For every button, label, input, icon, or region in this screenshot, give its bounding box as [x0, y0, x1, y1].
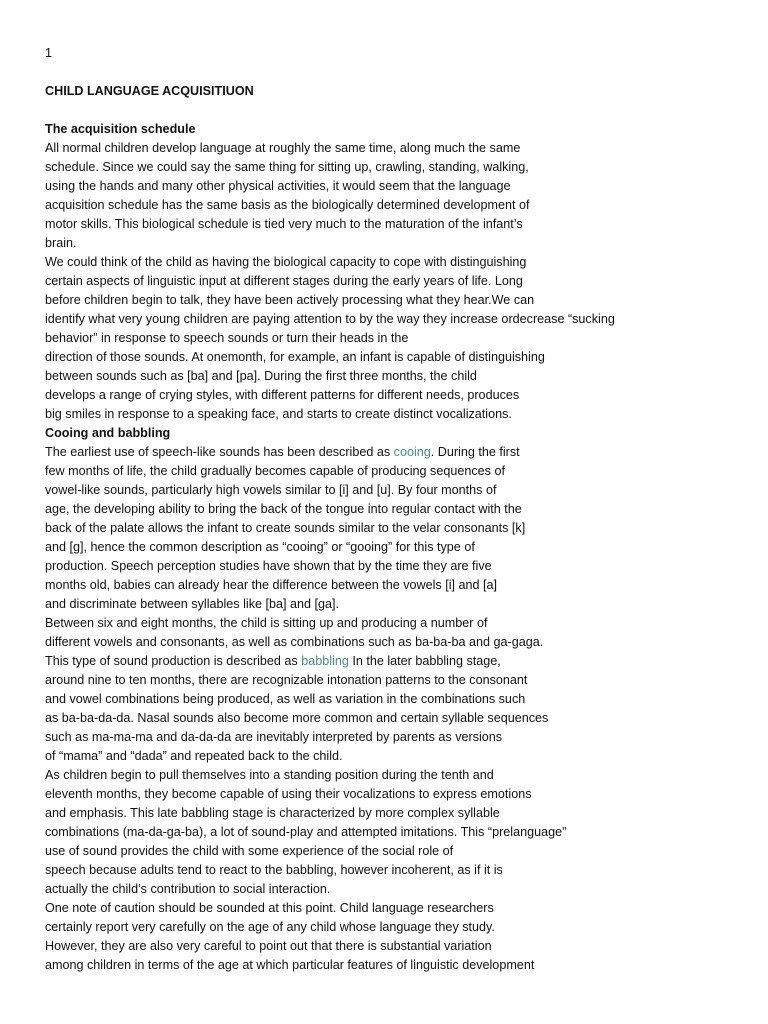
paragraph-line: direction of those sounds. At onemonth, for example, an infant is capable of distinguishing [45, 350, 545, 364]
paragraph-line: certainly report very carefully on the age of any child whose language they study. [45, 920, 495, 934]
paragraph-line: age, the developing ability to bring the back of the tongue into regular contact with the [45, 502, 522, 516]
paragraph-line: eleventh months, they become capable of using their vocalizations to express emotions [45, 787, 532, 801]
paragraph-line: production. Speech perception studies have shown that by the time they are five [45, 559, 492, 573]
paragraph-line: use of sound provides the child with some experience of the social role of [45, 844, 454, 858]
section-body-cooing-part-a [45, 462, 745, 652]
paragraph-line: few months of life, the child gradually becomes capable of producing sequences of [45, 464, 505, 478]
paragraph-line [45, 443, 745, 462]
text-fragment: . During the first [430, 445, 520, 459]
paragraph-line: of “mama” and “dada” and repeated back to the child. [45, 749, 343, 763]
paragraph-line: and emphasis. This late babbling stage is characterized by more complex syllable [45, 806, 500, 820]
document-page [45, 44, 745, 975]
paragraph-line: Between six and eight months, the child is sitting up and producing a number of [45, 616, 488, 630]
paragraph-line: back of the palate allows the infant to create sounds similar to the velar consonants [k] [45, 521, 526, 535]
paragraph-line: different vowels and consonants, as well as combinations such as ba-ba-ba and ga-gaga. [45, 635, 544, 649]
paragraph-line: and discriminate between syllables like [ba] and [ga]. [45, 597, 340, 611]
section-heading-acquisition-schedule: The acquisition schedule [45, 122, 196, 136]
paragraph-line: schedule. Since we could say the same thing for sitting up, crawling, standing, walking, [45, 160, 529, 174]
section-body-acquisition-schedule [45, 139, 745, 424]
paragraph-line: brain. [45, 236, 77, 250]
paragraph-line: One note of caution should be sounded at this point. Child language researchers [45, 901, 494, 915]
paragraph-line: before children begin to talk, they have been actively processing what they hear.We can [45, 293, 535, 307]
paragraph-line: among children in terms of the age at which particular features of linguistic development [45, 958, 535, 972]
paragraph-line: as ba-ba-da-da. Nasal sounds also become more common and certain syllable sequences [45, 711, 549, 725]
paragraph-line: and [g], hence the common description as “cooing” or “gooing” for this type of [45, 540, 475, 554]
paragraph-line: big smiles in response to a speaking face, and starts to create distinct vocalizations. [45, 407, 512, 421]
section-heading-cooing-babbling: Cooing and babbling [45, 426, 171, 440]
paragraph-line: and vowel combinations being produced, as well as variation in the combinations such [45, 692, 526, 706]
paragraph-line: All normal children develop language at roughly the same time, along much the same [45, 141, 521, 155]
paragraph-line: motor skills. This biological schedule is tied very much to the maturation of the infant’s [45, 217, 523, 231]
paragraph-line: behavior” in response to speech sounds or turn their heads in the [45, 331, 409, 345]
text-fragment: This type of sound production is described as [45, 654, 302, 668]
paragraph-line: develops a range of crying styles, with different patterns for different needs, produces [45, 388, 520, 402]
paragraph-line: acquisition schedule has the same basis as the biologically determined development of [45, 198, 530, 212]
document-title: CHILD LANGUAGE ACQUISITIUON [45, 84, 254, 98]
paragraph-line: using the hands and many other physical activities, it would seem that the language [45, 179, 511, 193]
paragraph-line: such as ma-ma-ma and da-da-da are inevitably interpreted by parents as versions [45, 730, 503, 744]
spacer [45, 101, 745, 120]
page-number: 1 [45, 46, 53, 60]
term-cooing: cooing [393, 445, 431, 459]
paragraph-line: vowel-like sounds, particularly high vowels similar to [i] and [u]. By four months of [45, 483, 497, 497]
paragraph-line: combinations (ma-da-ga-ba), a lot of sound-play and attempted imitations. This “prelanguage” [45, 825, 567, 839]
paragraph-line: We could think of the child as having the biological capacity to cope with distinguishing [45, 255, 527, 269]
paragraph-line [45, 652, 745, 671]
paragraph-line: around nine to ten months, there are recognizable intonation patterns to the consonant [45, 673, 528, 687]
text-fragment: The earliest use of speech-like sounds has been described as [45, 445, 394, 459]
paragraph-line: However, they are also very careful to point out that there is substantial variation [45, 939, 492, 953]
paragraph-line: between sounds such as [ba] and [pa]. During the first three months, the child [45, 369, 477, 383]
term-babbling: babbling [301, 654, 349, 668]
paragraph-line: actually the child’s contribution to social interaction. [45, 882, 331, 896]
paragraph-line: speech because adults tend to react to the babbling, however incoherent, as if it is [45, 863, 503, 877]
paragraph-line: months old, babies can already hear the difference between the vowels [i] and [a] [45, 578, 498, 592]
paragraph-line: As children begin to pull themselves into a standing position during the tenth and [45, 768, 494, 782]
paragraph-line: certain aspects of linguistic input at different stages during the early years of life. Long [45, 274, 523, 288]
spacer [45, 63, 745, 82]
section-body-cooing-part-b [45, 671, 745, 975]
text-fragment: In the later babbling stage, [348, 654, 501, 668]
paragraph-line: identify what very young children are paying attention to by the way they increase ordecrease “sucking [45, 312, 615, 326]
